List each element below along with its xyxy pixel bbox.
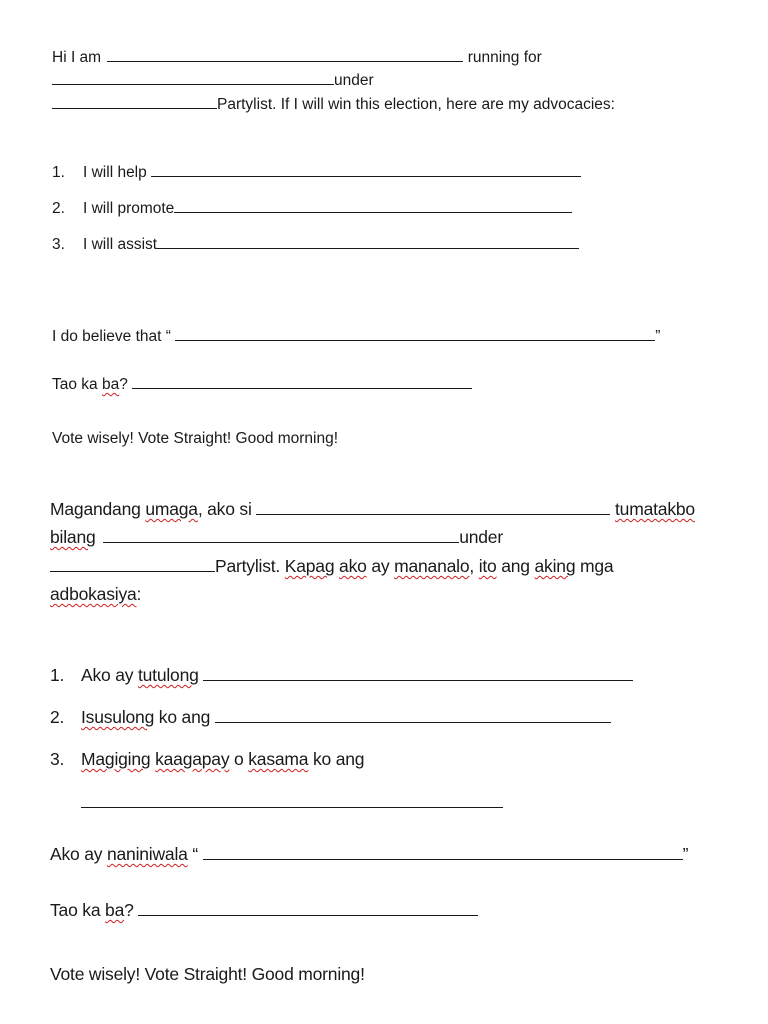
belief-text: I do believe that “ xyxy=(52,328,171,345)
tl-word-isusulong: Isusulong xyxy=(81,707,155,727)
tl-word-ako: ako xyxy=(339,556,367,576)
tl-advocacy-item-3 xyxy=(50,749,364,770)
advocacy-blank-1[interactable] xyxy=(151,175,581,177)
intro-line-1 xyxy=(52,49,542,67)
tl-word-bilang: bilang xyxy=(50,527,96,547)
question-blank[interactable] xyxy=(132,387,472,389)
intro-line-2 xyxy=(52,72,374,90)
tl-belief-blank[interactable] xyxy=(203,858,683,860)
tl-word: , xyxy=(469,556,479,576)
tl-word: : xyxy=(136,584,142,604)
tl-word-magiging: Magiging xyxy=(81,749,151,769)
item-number: 2. xyxy=(50,707,65,727)
tl-under: under xyxy=(459,527,503,547)
question-prefix: Tao ka xyxy=(52,376,102,393)
running-for-text: running for xyxy=(467,49,542,66)
tl-belief-line xyxy=(50,844,688,865)
tl-word-adbokasiya: adbokasiya xyxy=(50,584,137,604)
tl-closing-line: Vote wisely! Vote Straight! Good morning! xyxy=(50,964,365,984)
tl-position-blank[interactable] xyxy=(103,541,459,543)
tl-advocacy-blank-1[interactable] xyxy=(203,679,633,681)
advocacy-blank-2[interactable] xyxy=(174,211,572,213)
tl-word: , ako si xyxy=(197,499,252,519)
under-text: under xyxy=(334,72,374,89)
item-number: 3. xyxy=(50,749,65,769)
tl-advocacy-blank-2[interactable] xyxy=(215,721,611,723)
tl-word-kapag: Kapag xyxy=(284,556,335,576)
tl-item-suffix: ko ang xyxy=(308,749,365,769)
tl-question-blank[interactable] xyxy=(138,914,478,916)
tl-partylist-blank[interactable] xyxy=(50,570,215,572)
tl-word: ay xyxy=(366,556,395,576)
tl-intro-line-3 xyxy=(50,556,613,577)
tl-belief-prefix: Ako ay xyxy=(50,844,107,864)
tl-intro-line-2 xyxy=(50,527,503,548)
hi-i-am-text: Hi I am xyxy=(52,49,102,66)
tl-word: Partylist. xyxy=(215,556,285,576)
tl-intro-line-4 xyxy=(50,584,141,605)
tl-question-suffix: ? xyxy=(124,900,134,920)
tl-question-squiggle-word: ba xyxy=(105,900,125,920)
tl-advocacy-blank-3[interactable] xyxy=(81,806,503,808)
question-line xyxy=(52,376,472,394)
item-number: 1. xyxy=(52,164,65,181)
tl-name-blank[interactable] xyxy=(256,513,610,515)
advocacy-item-2 xyxy=(52,200,572,218)
tl-word-tumatakbo: tumatakbo xyxy=(615,499,695,519)
item-number: 1. xyxy=(50,665,65,685)
tl-word-naniniwala: naniniwala xyxy=(106,844,188,864)
tl-close-quote: ” xyxy=(682,844,689,864)
name-blank[interactable] xyxy=(107,60,463,62)
tl-word-aking: aking xyxy=(534,556,576,576)
tl-question-prefix: Tao ka xyxy=(50,900,106,920)
tl-question-line xyxy=(50,900,478,921)
closing-line: Vote wisely! Vote Straight! Good morning! xyxy=(52,430,339,447)
belief-line xyxy=(52,328,660,346)
intro-line-3 xyxy=(52,96,615,114)
tl-word: o xyxy=(229,749,249,769)
item-text: I will promote xyxy=(83,200,175,217)
tl-item-prefix: Ako ay xyxy=(81,665,138,685)
tl-word-tutulong: tutulong xyxy=(137,665,199,685)
partylist-blank[interactable] xyxy=(52,107,217,109)
tl-advocacy-item-1 xyxy=(50,665,633,686)
item-text: I will help xyxy=(83,164,147,181)
item-number: 2. xyxy=(52,200,65,217)
tl-advocacy-item-3-line-2 xyxy=(81,792,503,813)
close-quote: ” xyxy=(655,328,661,345)
tl-word-ito: ito xyxy=(478,556,497,576)
tl-open-quote: “ xyxy=(187,844,198,864)
tl-word: mga xyxy=(575,556,614,576)
position-blank[interactable] xyxy=(52,83,334,85)
question-suffix: ? xyxy=(119,376,128,393)
advocacy-blank-3[interactable] xyxy=(157,247,579,249)
tl-word: Magandang xyxy=(50,499,146,519)
advocacy-item-1 xyxy=(52,164,581,182)
tl-intro-line-1 xyxy=(50,499,695,520)
item-text: I will assist xyxy=(83,236,158,253)
advocacy-item-3 xyxy=(52,236,579,254)
partylist-text: Partylist. If I will win this election, here are my advocacies: xyxy=(217,96,615,113)
tl-word-kaagapay: kaagapay xyxy=(155,749,230,769)
tl-word: ang xyxy=(496,556,535,576)
question-squiggle-word: ba xyxy=(101,376,120,393)
item-number: 3. xyxy=(52,236,65,253)
belief-blank[interactable] xyxy=(175,339,655,341)
tl-word-umaga: umaga xyxy=(145,499,198,519)
tl-word-mananalo: mananalo xyxy=(394,556,470,576)
tl-advocacy-item-2 xyxy=(50,707,611,728)
tl-word-kasama: kasama xyxy=(248,749,309,769)
tl-item-suffix: ko ang xyxy=(154,707,211,727)
